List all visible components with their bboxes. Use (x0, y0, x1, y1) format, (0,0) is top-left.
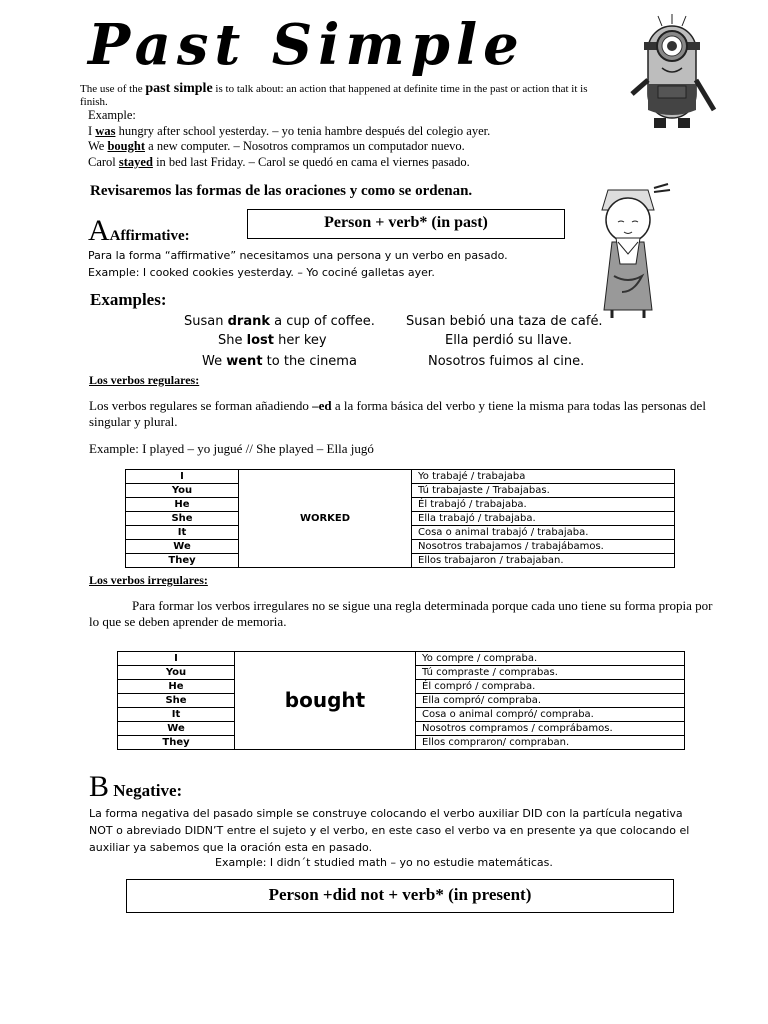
list-item: We bought a new computer. – Nosotros compramos un computador nuevo. (88, 139, 465, 153)
example-es-3: Nosotros fuimos al cine. (428, 354, 585, 369)
negative-example: Example: I didn´t studied math – yo no estudie matemáticas. (215, 856, 553, 869)
table-row: She Ella trabajó / trabajaba. (126, 512, 675, 526)
affirmative-desc: Para la forma “affirmative” necesitamos una persona y un verbo en pasado. Example: I cooked cookies yesterday. – Yo cociné galletas ayer. (88, 249, 508, 279)
regular-desc: Los verbos regulares se forman añadiendo –ed a la forma básica del verbo y tiene la misma para todas las personas del singular y plural. (89, 398, 706, 429)
example-en-2: She lost her key (218, 333, 327, 348)
negative-formula: Person +did not + verb* (in present) (126, 879, 674, 913)
regular-verb: WORKED (239, 470, 412, 568)
table-row: They Ellos trabajaron / trabajaban. (126, 554, 675, 568)
example-en-1: Susan drank a cup of coffee. (184, 314, 375, 329)
table-row: She Ella compró/ compraba. (118, 694, 685, 708)
table-row: I bought Yo compre / compraba. (118, 652, 685, 666)
table-row: It Cosa o animal trabajó / trabajaba. (126, 526, 675, 540)
negative-desc: La forma negativa del pasado simple se construye colocando el verbo auxiliar DID con la partícula negativa NOT o abreviado DIDN’T entre el sujeto y el verbo, en este caso el verbo va en presente ya que colocando el auxiliar ya sabemos que la oración esta en pasado. (89, 807, 690, 854)
table-row: He Él trabajó / trabajaba. (126, 498, 675, 512)
example-label: Example: (88, 108, 136, 122)
example-es-2: Ella perdió su llave. (445, 333, 573, 348)
irregular-desc: Para formar los verbos irregulares no se sigue una regla determinada porque cada uno tiene su forma propia por lo que se deben aprender de memoria. (89, 598, 713, 629)
regular-example: Example: I played – yo jugué // She played – Ella jugó (89, 441, 374, 456)
negative-heading: B Negative: (89, 770, 183, 803)
table-row: You Tú compraste / comprabas. (118, 666, 685, 680)
intro-text: The use of the past simple is to talk about: an action that happened at definite time in the past or action that it is finish. (80, 81, 588, 108)
table-row: They Ellos compraron/ compraban. (118, 736, 685, 750)
table-row: We Nosotros trabajamos / trabajábamos. (126, 540, 675, 554)
list-item: I was hungry after school yesterday. – yo tenia hambre después del colegio ayer. (88, 123, 491, 138)
irregular-verb-table (117, 651, 685, 750)
intro-examples (88, 108, 490, 170)
list-item: Carol stayed in bed last Friday. – Carol se quedó en cama el viernes pasado. (88, 154, 470, 169)
table-row: We Nosotros compramos / comprábamos. (118, 722, 685, 736)
review-heading: Revisaremos las formas de las oraciones y como se ordenan. (90, 183, 473, 199)
irregular-verb: bought (235, 652, 416, 750)
regular-verb-table (125, 469, 675, 568)
irregular-heading: Los verbos irregulares: (89, 573, 208, 587)
table-row: It Cosa o animal compró/ compraba. (118, 708, 685, 722)
example-en-3: We went to the cinema (202, 354, 357, 369)
examples-heading: Examples: (90, 290, 167, 309)
regular-heading: Los verbos regulares: (89, 373, 200, 387)
page-title: Past Simple (88, 12, 525, 78)
girl-illustration (588, 180, 674, 320)
table-row: He Él compró / compraba. (118, 680, 685, 694)
affirmative-formula: Person + verb* (in past) (247, 209, 565, 239)
table-row: I WORKED Yo trabajé / trabajaba (126, 470, 675, 484)
table-row: You Tú trabajaste / Trabajabas. (126, 484, 675, 498)
affirmative-heading: AAffirmative: (88, 214, 190, 247)
example-es-1: Susan bebió una taza de café. (406, 314, 603, 329)
minion-illustration (618, 14, 722, 134)
